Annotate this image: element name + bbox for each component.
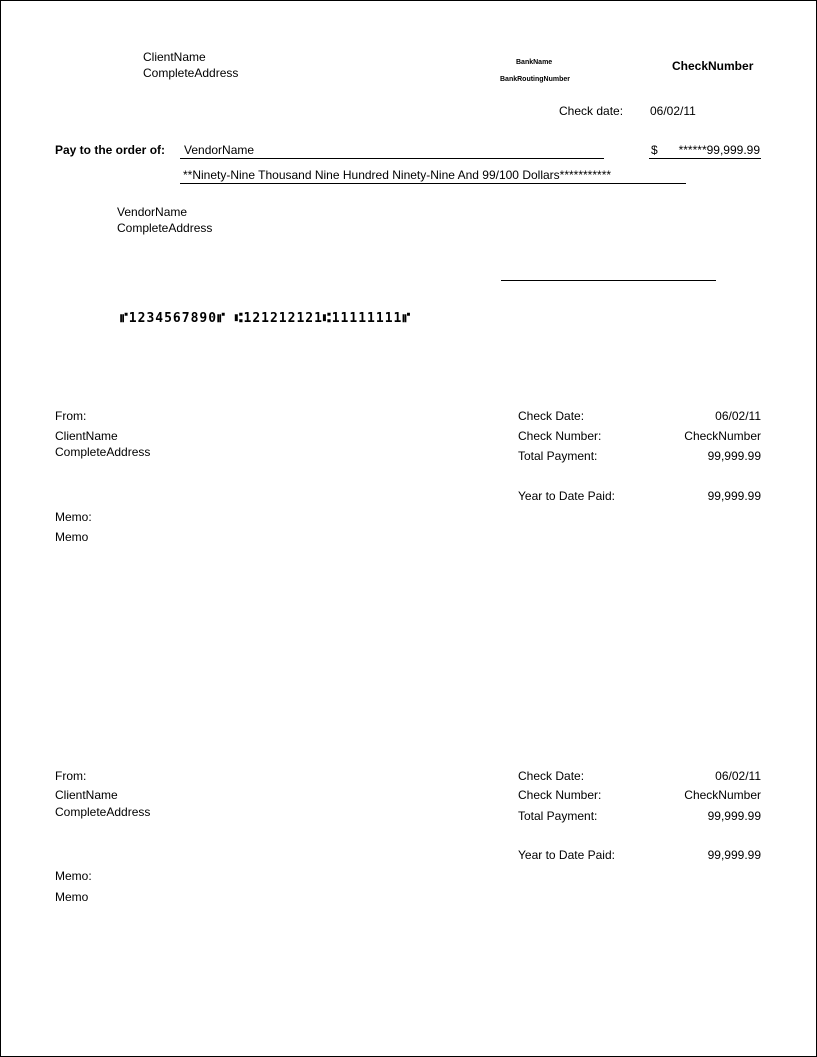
stub1-total-payment: 99,999.99 [707, 449, 761, 463]
stub2-total-payment: 99,999.99 [707, 809, 761, 823]
bank-routing-number: BankRoutingNumber [500, 76, 570, 83]
stub2-memo-label: Memo: [55, 869, 92, 883]
payee-underline [180, 158, 604, 159]
stub2-check-date-label: Check Date: [518, 769, 585, 783]
currency-symbol: $ [651, 143, 658, 157]
stub1-check-number-label: Check Number: [518, 429, 602, 443]
amount-underline [649, 158, 761, 159]
stub2-memo: Memo [55, 890, 89, 904]
check-date-value: 06/02/11 [650, 104, 696, 118]
stub1-ytd-label: Year to Date Paid: [518, 489, 615, 503]
payee-name: VendorName [184, 143, 255, 157]
signature-line [501, 280, 716, 281]
micr-line: ⑈1234567890⑈ ⑆121212121⑆11111111⑈ [120, 311, 412, 326]
stub2-total-payment-label: Total Payment: [518, 809, 598, 823]
vendor-name: VendorName [117, 205, 188, 219]
stub1-memo: Memo [55, 530, 89, 544]
stub2-client-address: CompleteAddress [55, 805, 151, 819]
bank-name: BankName [516, 59, 553, 66]
stub1-memo-label: Memo: [55, 510, 92, 524]
amount-words-underline [180, 183, 686, 184]
stub2-ytd-label: Year to Date Paid: [518, 848, 615, 862]
check-client-address: CompleteAddress [143, 66, 239, 80]
stub1-client-name: ClientName [55, 429, 118, 443]
amount-words: **Ninety-Nine Thousand Nine Hundred Ninety-Nine And 99/100 Dollars*********** [183, 168, 612, 182]
stub2-check-number: CheckNumber [684, 788, 761, 802]
amount-numeric: ******99,999.99 [678, 143, 760, 157]
stub2-ytd: 99,999.99 [707, 848, 761, 862]
stub1-from-label: From: [55, 409, 87, 423]
stub2-check-date: 06/02/11 [715, 769, 761, 783]
check-client-name: ClientName [143, 50, 206, 64]
stub2-check-number-label: Check Number: [518, 788, 602, 802]
check-number: CheckNumber [672, 59, 754, 73]
stub2-client-name: ClientName [55, 788, 118, 802]
stub1-ytd: 99,999.99 [707, 489, 761, 503]
stub1-check-number: CheckNumber [684, 429, 761, 443]
stub2-from-label: From: [55, 769, 87, 783]
check-date-label: Check date: [559, 104, 624, 118]
stub1-total-payment-label: Total Payment: [518, 449, 598, 463]
stub1-check-date-label: Check Date: [518, 409, 585, 423]
stub1-client-address: CompleteAddress [55, 445, 151, 459]
pay-to-label: Pay to the order of: [55, 143, 166, 157]
vendor-address: CompleteAddress [117, 221, 213, 235]
stub1-check-date: 06/02/11 [715, 409, 761, 423]
